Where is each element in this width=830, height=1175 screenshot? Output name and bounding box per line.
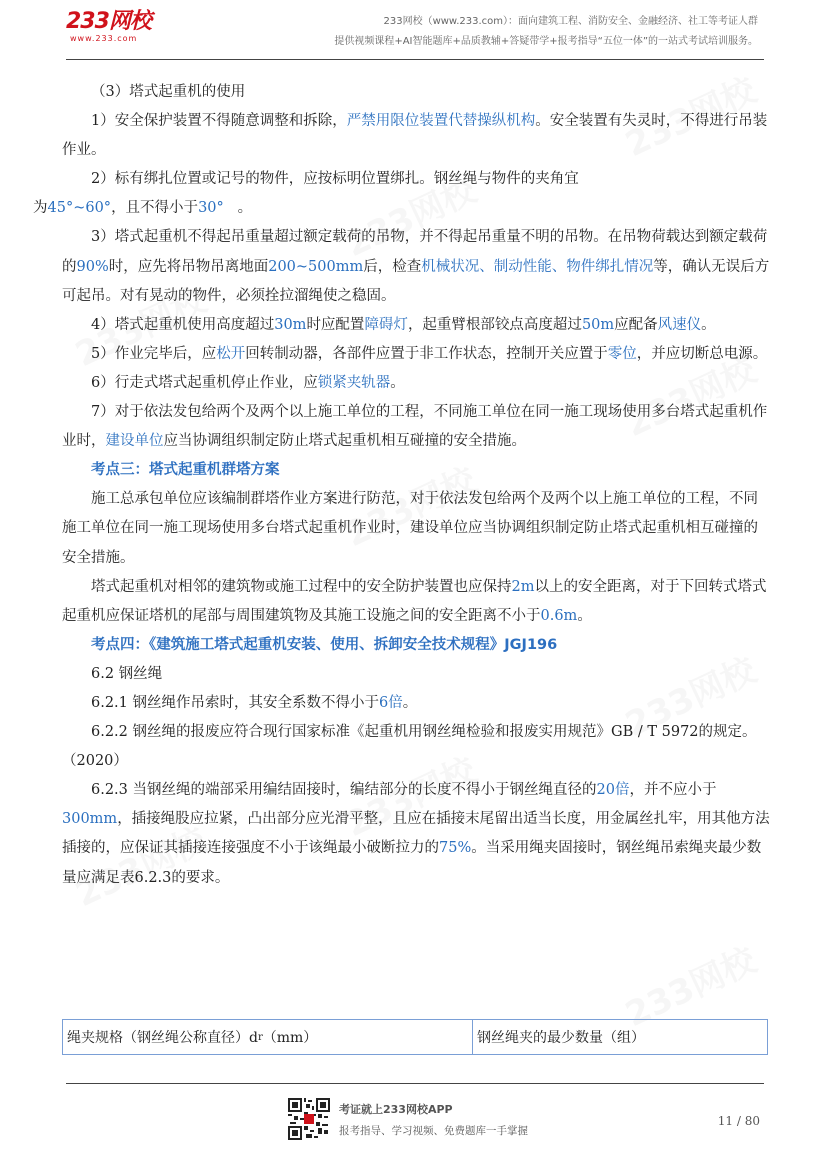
logo-sub-text: www.233.com <box>70 34 138 43</box>
paragraph-6: 6）行走式塔式起重机停止作业，应锁紧夹轨器。 <box>91 374 405 391</box>
header-line-2: 提供视频课程+AI智能题库+品质教辅+答疑带学+报考指导“五位一体”的一站式考试培训服务。 <box>334 36 758 47</box>
paragraph-4: 4）塔式起重机使用高度超过30m时应配置障碍灯，起重臂根部铰点高度超过50m应配备风速仪。 <box>91 316 716 333</box>
paragraph-1: 1）安全保护装置不得随意调整和拆除，严禁用限位装置代替操纵机构。安全装置有失灵时，不得进行吊装作业。 <box>62 113 768 159</box>
paragraph-2: 2）标有绑扎位置或记号的物件，应按标明位置绑扎。钢丝绳与物件的夹角宜 为45°~60°，且不得小于30° 。 <box>33 171 579 217</box>
qr-code-icon <box>288 1098 330 1140</box>
clause-6-2: 6.2 钢丝绳 <box>91 665 163 682</box>
header-line-1: 233网校（www.233.com）：面向建筑工程、消防安全、金融经济、社工等考证人群 <box>383 16 758 27</box>
table-header-count: 钢丝绳夹的最少数量（组） <box>477 1030 645 1046</box>
document-body <box>33 78 770 893</box>
paragraph-8: 施工总承包单位应该编制群塔作业方案进行防范，对于依法发包给两个及两个以上施工单位的工程，不同施工单位在同一施工现场使用多台塔式起重机作业时，建设单位应当协调组织制定防止塔式起重机相互碰撞的安全措施。 <box>62 491 758 566</box>
paragraph-3: 3）塔式起重机不得起吊重量超过额定载荷的吊物，并不得起吊重量不明的吊物。在吊物荷载达到额定载荷的90%时，应先将吊物吊离地面200~500mm后，检查机械状况、制动性能、物件绑扎情况等，确认无误后方可起吊。对有晃动的物件，必须拴拉溜绳使之稳固。 <box>62 229 770 304</box>
clause-6-2-2: 6.2.2 钢丝绳的报废应符合现行国家标准《起重机用钢丝绳检验和报废实用规范》GB / T 5972的规定。（2020） <box>62 724 757 770</box>
paragraph-5: 5）作业完毕后，应松开回转制动器，各部件应置于非工作状态，控制开关应置于零位，并应切断总电源。 <box>91 345 768 362</box>
paragraph-9: 塔式起重机对相邻的建筑物或施工过程中的安全防护装置也应保持2m以上的安全距离，对于下回转式塔式起重机应保证塔机的尾部与周围建筑物及其施工设施之间的安全距离不小于0.6m。 <box>62 578 767 624</box>
table-header-spec: 绳夹规格（钢丝绳公称直径）d r （mm） <box>63 1020 473 1054</box>
header-divider <box>66 59 764 60</box>
page-header <box>0 0 830 60</box>
clause-6-2-3: 6.2.3 当钢丝绳的端部采用编结固接时，编结部分的长度不得小于钢丝绳直径的20倍，并不应小于300mm，插接绳股应拉紧，凸出部分应光滑平整，且应在插接末尾留出适当长度，用金属丝扎牢，用其他方法插接的，应保证其插接连接强度不小于该绳最小破断拉力的75%。当采用绳夹固接时，钢丝绳吊索绳夹最少数量应满足表6.2.3的要求。 <box>62 782 770 886</box>
footer-divider <box>66 1083 764 1084</box>
clause-6-2-1: 6.2.1 钢丝绳作吊索时，其安全系数不得小于6倍。 <box>91 694 418 711</box>
key-point-3-heading: 考点三：塔式起重机群塔方案 <box>91 462 280 479</box>
footer-app-title: 考证就上233网校APP <box>339 1103 453 1116</box>
page-number: 11 / 80 <box>717 1114 760 1128</box>
logo-main-text: 233网校 <box>66 9 151 34</box>
paragraph-7: 7）对于依法发包给两个及两个以上施工单位的工程，不同施工单位在同一施工现场使用多台塔式起重机作业时，建设单位应当协调组织制定防止塔式起重机相互碰撞的安全措施。 <box>62 404 768 450</box>
rope-clamp-table <box>62 1019 768 1055</box>
header-description <box>334 12 758 52</box>
section-title: （3）塔式起重机的使用 <box>91 84 246 100</box>
footer-app-subtitle: 报考指导、学习视频、免费题库一手掌握 <box>339 1125 528 1137</box>
key-point-4-heading: 考点四：《建筑施工塔式起重机安装、使用、拆卸安全技术规程》JGJ196 <box>91 636 558 653</box>
brand-logo <box>66 10 176 46</box>
